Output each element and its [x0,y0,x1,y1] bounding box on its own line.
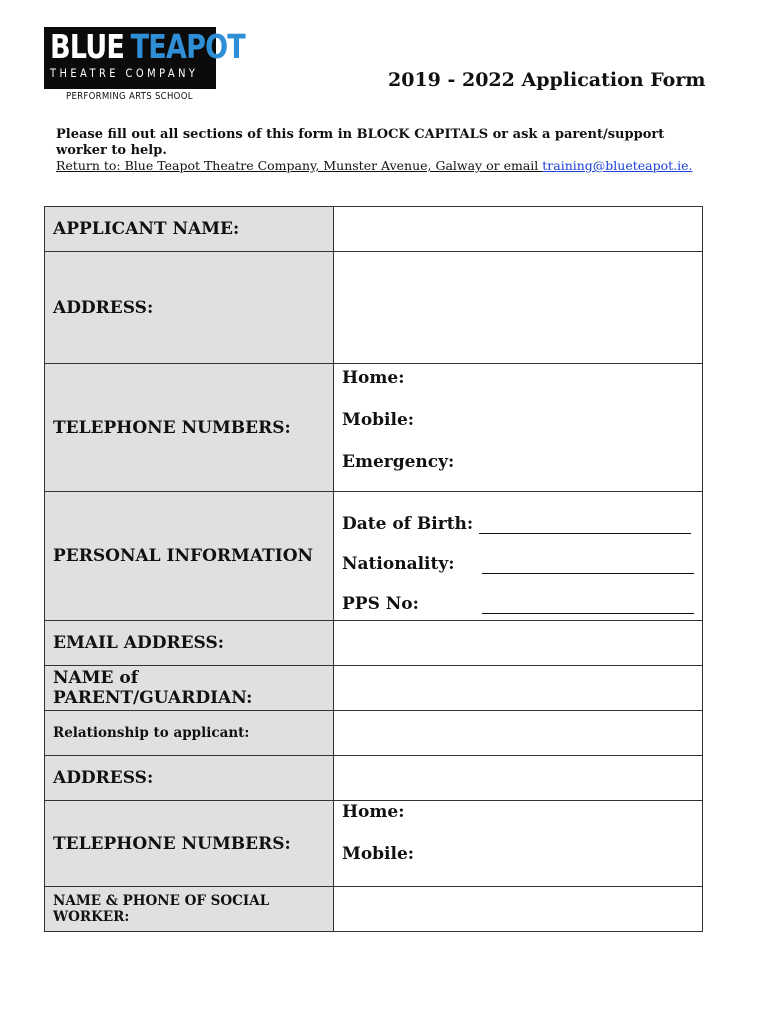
nationality-label: Nationality: [342,554,455,574]
pps-blank[interactable] [482,595,694,614]
telephone-field[interactable] [334,364,703,492]
nationality-row [342,554,694,574]
dob-label: Date of Birth: [342,514,474,534]
phone-home-label: Home: [342,368,405,388]
nationality-blank[interactable] [482,555,694,574]
row-personal-info [45,492,703,621]
parent-telephone-label: TELEPHONE NUMBERS: [45,801,334,887]
applicant-name-field[interactable] [334,207,703,252]
row-applicant-name [45,207,703,252]
instructions [56,127,716,175]
company-logo [44,27,245,103]
parent-name-label: NAME of PARENT/GUARDIAN: [45,666,334,711]
applicant-name-label: APPLICANT NAME: [45,207,334,252]
logo-word-teapot: TEAPOT [130,27,245,66]
dob-blank[interactable] [479,515,691,534]
personal-info-field[interactable] [334,492,703,621]
address-label: ADDRESS: [45,252,334,364]
parent-telephone-field[interactable] [334,801,703,887]
pps-row [342,594,694,614]
instructions-text: Please fill out all sections of this form in BLOCK CAPITALS or ask a parent/support worker to help. [56,127,665,158]
social-worker-field[interactable] [334,887,703,932]
personal-info-label: PERSONAL INFORMATION [45,492,334,621]
pps-label: PPS No: [342,594,419,614]
email-field[interactable] [334,621,703,666]
relationship-label: Relationship to applicant: [45,711,334,756]
phone-mobile-label: Mobile: [342,410,415,430]
email-label: EMAIL ADDRESS: [45,621,334,666]
address-field[interactable] [334,252,703,364]
row-email [45,621,703,666]
form-title: 2019 - 2022 Application Form [388,69,706,91]
logo-subtitle: THEATRE COMPANY [50,66,199,80]
logo-tagline: PERFORMING ARTS SCHOOL [66,91,193,102]
logo-word-blue: BLUE [50,27,125,66]
parent-name-field[interactable] [334,666,703,711]
parent-phone-home-label: Home: [342,802,405,822]
parent-phone-mobile-label: Mobile: [342,844,415,864]
logo-wordmark [50,27,245,66]
row-address [45,252,703,364]
email-link[interactable]: training@blueteapot.ie. [542,158,693,173]
row-social-worker [45,887,703,932]
social-worker-label: NAME & PHONE OF SOCIAL WORKER: [45,887,334,932]
row-parent-name [45,666,703,711]
row-relationship [45,711,703,756]
return-address: Return to: Blue Teapot Theatre Company, Munster Avenue, Galway or email [56,158,543,173]
row-parent-address [45,756,703,801]
row-parent-telephone [45,801,703,887]
parent-address-field[interactable] [334,756,703,801]
dob-row [342,514,694,534]
row-telephone [45,364,703,492]
relationship-field[interactable] [334,711,703,756]
parent-address-label: ADDRESS: [45,756,334,801]
telephone-label: TELEPHONE NUMBERS: [45,364,334,492]
logo-box [44,27,245,89]
application-form-table [44,206,703,932]
phone-emergency-label: Emergency: [342,452,455,472]
